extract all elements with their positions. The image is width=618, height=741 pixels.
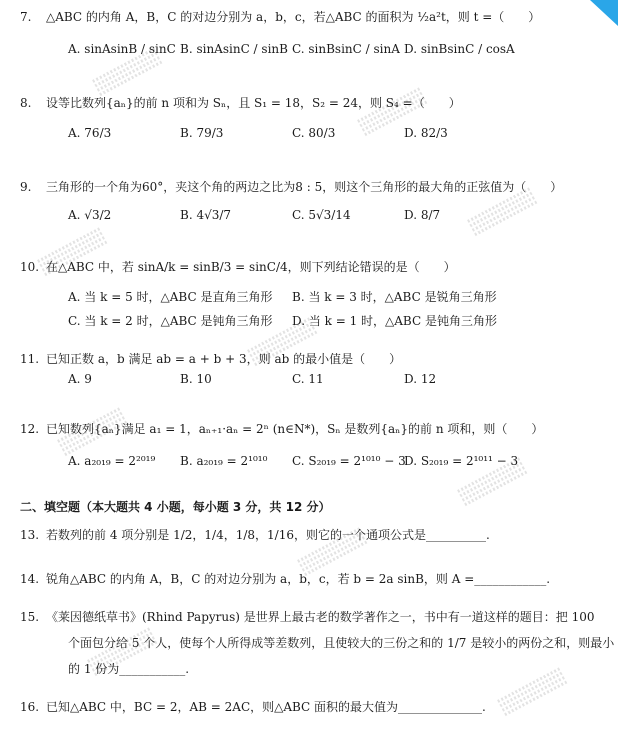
question-15-line-2: 个面包分给 5 个人，使每个人所得成等差数列，且使较大的三份之和的 1/7 是较小的两份之和，则最小 xyxy=(68,636,615,650)
q8-option-b[interactable]: B. 79/3 xyxy=(180,126,224,140)
q12-option-b[interactable]: B. a₂₀₁₉ = 2¹⁰¹⁰ xyxy=(180,454,268,468)
q10-option-c[interactable]: C. 当 k = 2 时，△ABC 是钝角三角形 xyxy=(68,314,273,328)
question-16: 16. 已知△ABC 中，BC = 2，AB = 2AC，则△ABC 面积的最大值为______________. xyxy=(20,700,486,714)
q8-option-d[interactable]: D. 82/3 xyxy=(404,126,448,140)
question-12: 12. 已知数列{aₙ}满足 a₁ = 1，aₙ₊₁·aₙ = 2ⁿ (n∈N*)，Sₙ 是数列{aₙ}的前 n 项和，则（ ） xyxy=(20,422,544,436)
question-15-line-3: 的 1 份为___________. xyxy=(68,662,190,676)
q11-option-a[interactable]: A. 9 xyxy=(68,372,92,386)
q9-option-a[interactable]: A. √3/2 xyxy=(68,208,112,222)
q10-option-a[interactable]: A. 当 k = 5 时，△ABC 是直角三角形 xyxy=(68,290,273,304)
watermark xyxy=(36,226,114,289)
q10-option-b[interactable]: B. 当 k = 3 时，△ABC 是锐角三角形 xyxy=(292,290,497,304)
watermark xyxy=(496,666,574,729)
question-8: 8. 设等比数列{aₙ}的前 n 项和为 Sₙ，且 S₁ = 18，S₂ = 24，则 S₄ =（ ） xyxy=(20,96,461,110)
q12-option-d[interactable]: D. S₂₀₁₉ = 2¹⁰¹¹ − 3 xyxy=(404,454,519,468)
q12-option-c[interactable]: C. S₂₀₁₉ = 2¹⁰¹⁰ − 3 xyxy=(292,454,406,468)
q9-option-c[interactable]: C. 5√3/14 xyxy=(292,208,351,222)
q11-option-c[interactable]: C. 11 xyxy=(292,372,324,386)
corner-ribbon xyxy=(578,0,618,26)
question-11: 11. 已知正数 a，b 满足 ab = a + b + 3，则 ab 的最小值是（ ） xyxy=(20,352,402,366)
question-14: 14. 锐角△ABC 的内角 A，B，C 的对边分别为 a，b，c，若 b = 2a sinB，则 A =____________. xyxy=(20,572,551,586)
q7-option-c[interactable]: C. sinBsinC / sinA xyxy=(292,42,400,56)
question-13: 13. 若数列的前 4 项分别是 1/2，1/4，1/8，1/16，则它的一个通项公式是__________. xyxy=(20,528,490,542)
q7-option-b[interactable]: B. sinAsinC / sinB xyxy=(180,42,288,56)
question-7: 7. △ABC 的内角 A，B，C 的对边分别为 a，b，c，若△ABC 的面积为 ½a²t，则 t =（ ） xyxy=(20,10,541,24)
q7-option-a[interactable]: A. sinAsinB / sinC xyxy=(68,42,176,56)
q9-option-d[interactable]: D. 8/7 xyxy=(404,208,441,222)
question-10: 10. 在△ABC 中，若 sinA/k = sinB/3 = sinC/4，则下列结论错误的是（ ） xyxy=(20,260,456,274)
q12-option-a[interactable]: A. a₂₀₁₉ = 2²⁰¹⁹ xyxy=(68,454,156,468)
q9-option-b[interactable]: B. 4√3/7 xyxy=(180,208,232,222)
section-heading-fill-in: 二、填空题（本大题共 4 小题，每小题 3 分，共 12 分） xyxy=(20,500,331,514)
question-15: 15. 《莱因德纸草书》(Rhind Papyrus) 是世界上最古老的数学著作之一，书中有一道这样的题目：把 100 xyxy=(20,610,595,624)
q7-option-d[interactable]: D. sinBsinC / cosA xyxy=(404,42,515,56)
q11-option-b[interactable]: B. 10 xyxy=(180,372,212,386)
q8-option-c[interactable]: C. 80/3 xyxy=(292,126,336,140)
q8-option-a[interactable]: A. 76/3 xyxy=(68,126,112,140)
q11-option-d[interactable]: D. 12 xyxy=(404,372,437,386)
question-9: 9. 三角形的一个角为60°，夹这个角的两边之比为8 : 5，则这个三角形的最大角的正弦值为（ ） xyxy=(20,180,563,194)
q10-option-d[interactable]: D. 当 k = 1 时，△ABC 是钝角三角形 xyxy=(292,314,497,328)
